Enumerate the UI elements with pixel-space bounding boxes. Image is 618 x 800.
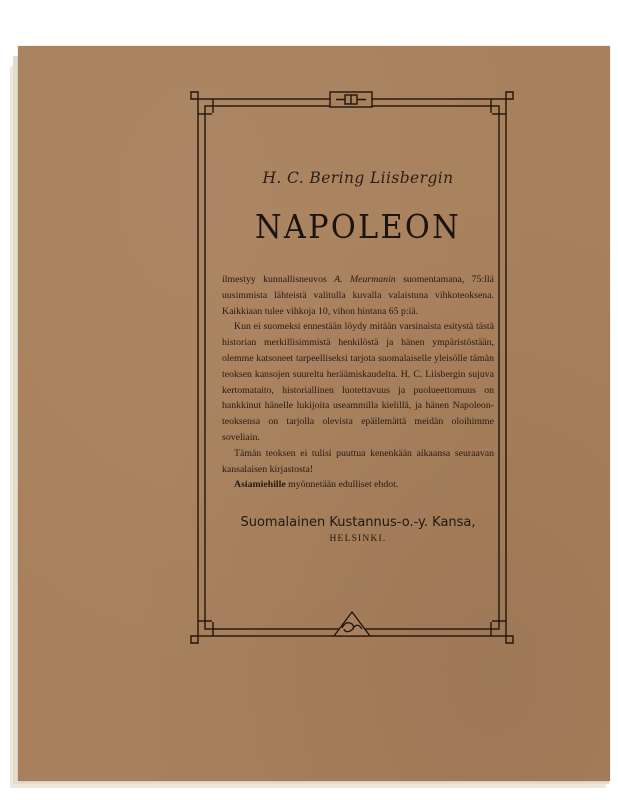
paragraph-intro (222, 272, 494, 319)
publisher-name: Suomalainen Kustannus-o.-y. Kansa, (240, 515, 476, 531)
agents-label: Asiamiehille (234, 479, 286, 491)
translator-name: A. Meurmanin (334, 274, 396, 285)
intro-text-start: ilmestyy kunnallisneuvos (222, 274, 327, 285)
agents-text: myönnetään edulliset ehdot. (288, 479, 399, 491)
paragraph-description: Kun ei suomeksi ennestään löydy mitään varsinaista esitystä tästä historian merkillisimmistä henkilöstä ja hänen ympäristöstään, olemme katsoneet tarpeelliseksi tarjota suomalaiselle yleisölle tämän teoksen kansojen suurelta heräämiskaudelta. H. C. Liisbergin sujuva kertomataito, historiallinen luotettavuus ja puolueettomuus on hankkinut hänelle lukijoita useammilla kielillä, ja hänen Napoleon-teoksensa on tarjolla olevista epäilemättä meidän oloihimme soveliain. (222, 321, 494, 443)
cover-text-block (222, 165, 494, 544)
publisher-city: HELSINKI. (329, 534, 387, 545)
book-title: NAPOLEON (255, 207, 461, 246)
paragraph-appeal: Tämän teoksen ei tulisi puuttua kenenkään aikaansa seuraavan kansalaisen kirjastosta! (222, 447, 494, 475)
author-name: H. C. Bering Liisbergin (262, 169, 454, 187)
paragraph-agents (222, 477, 494, 493)
bottom-monogram-ornament (334, 612, 370, 636)
top-cartouche-ornament (330, 92, 372, 107)
description-text (222, 272, 494, 493)
intro-text-end: suomentamana, 75:llä uusimmista lähteistä valitulla kuvalla valaistuna vihkoteoksena. Kaikkiaan tulee vihkoja 10, vihon hintana 65 p:iä. (222, 274, 494, 317)
